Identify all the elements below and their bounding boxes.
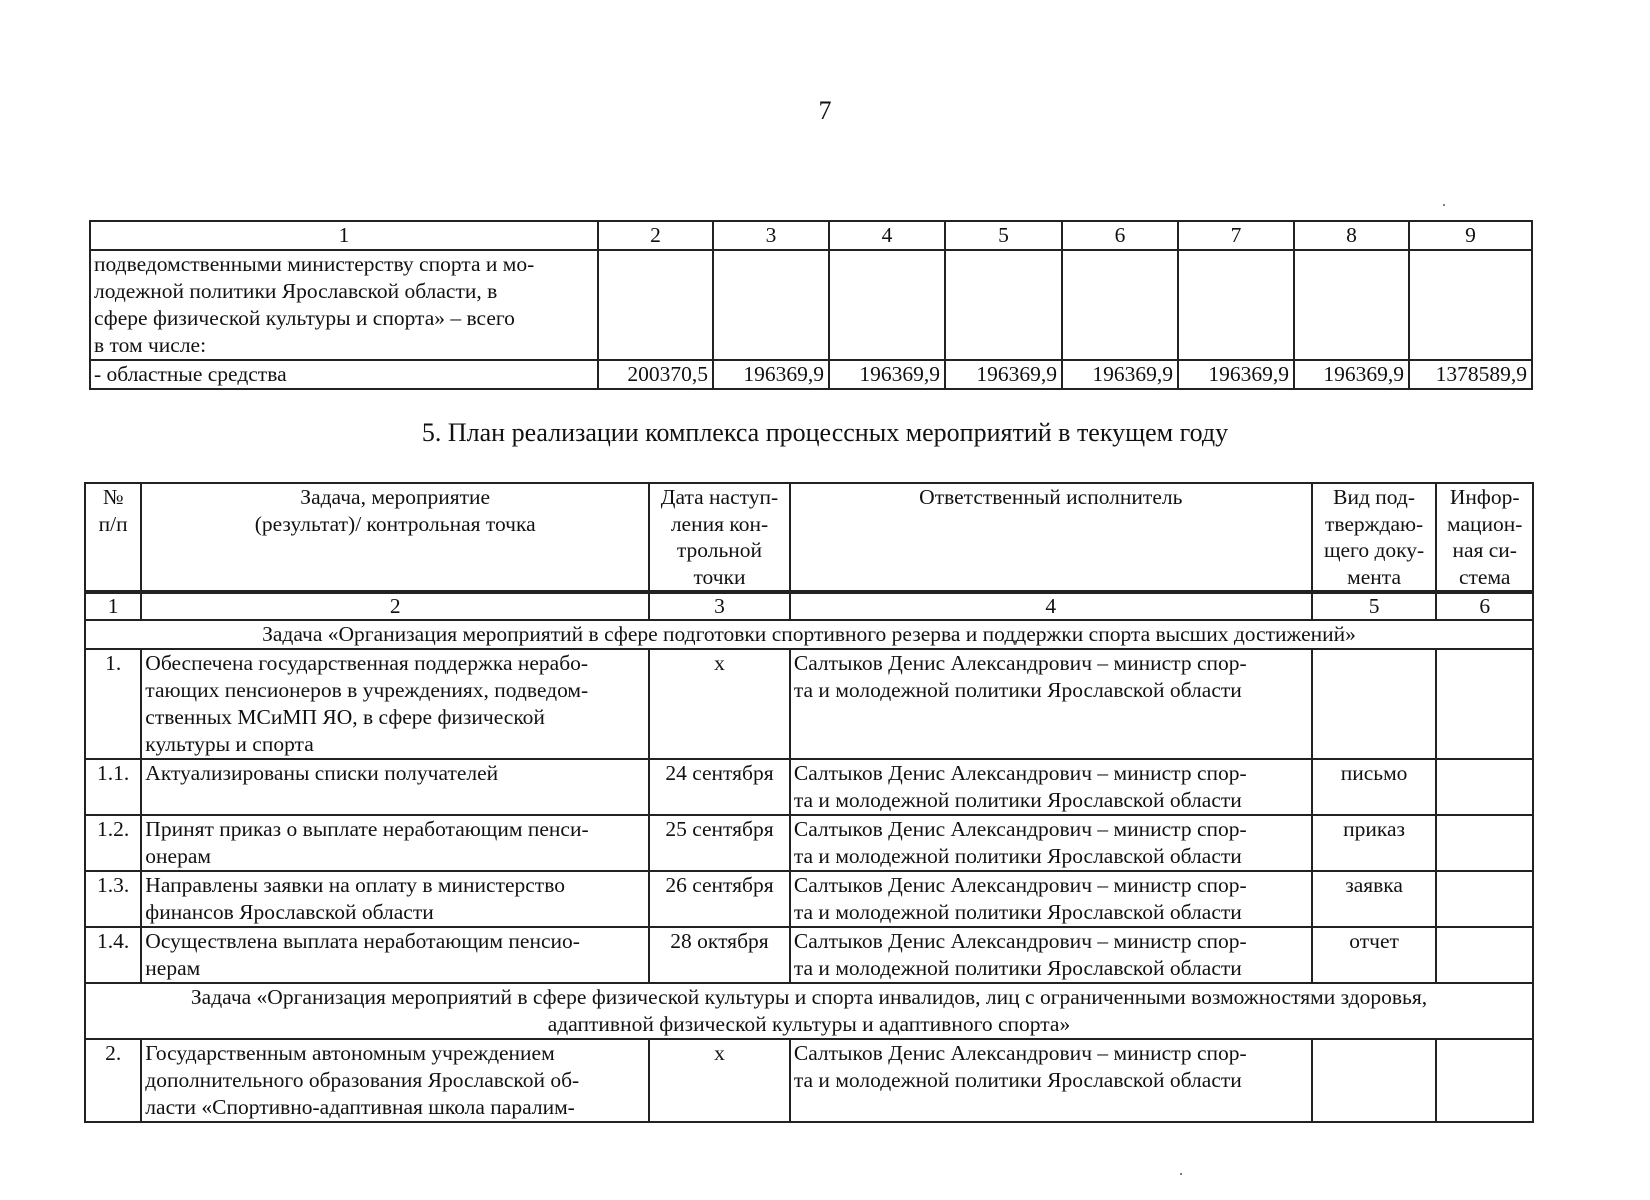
header-num xyxy=(85,483,141,592)
row-doc: отчет xyxy=(1312,927,1437,983)
empty-cell xyxy=(713,250,829,360)
row-task xyxy=(141,815,649,871)
text-line: Государственным автономным учреждением xyxy=(145,1041,555,1065)
row-date: х xyxy=(649,649,790,759)
budget-regional-label: - областные средства xyxy=(90,360,598,389)
budget-table xyxy=(89,220,1533,390)
empty-cell xyxy=(945,250,1062,360)
row-date: 26 сентября xyxy=(649,871,790,927)
text-line: Салтыков Денис Александрович – министр спор- xyxy=(793,929,1247,953)
row-info xyxy=(1436,871,1533,927)
empty-cell xyxy=(598,250,713,360)
column-number: 3 xyxy=(649,592,790,620)
budget-header-cell: 6 xyxy=(1062,221,1178,250)
text-line: подведомственными министерству спорта и мо- xyxy=(94,252,535,276)
budget-header-cell: 8 xyxy=(1294,221,1409,250)
text-line: та и молодежной политики Ярославской области xyxy=(793,678,1242,702)
budget-value: 196369,9 xyxy=(945,360,1062,389)
row-info xyxy=(1436,759,1533,815)
text-line: Направлены заявки на оплату в министерство xyxy=(145,873,565,897)
text-line: ления кон- xyxy=(670,511,769,536)
text-line: Салтыков Денис Александрович – министр спор- xyxy=(793,651,1247,675)
row-doc: приказ xyxy=(1312,815,1437,871)
header-executor: Ответственный исполнитель xyxy=(790,483,1312,592)
column-number-row xyxy=(85,592,1533,620)
text-line: № xyxy=(102,485,124,509)
text-line: трольной xyxy=(676,538,763,562)
budget-title-cell xyxy=(90,250,598,360)
budget-header-cell: 4 xyxy=(829,221,945,250)
budget-header-cell: 3 xyxy=(713,221,829,250)
text-line: Салтыков Денис Александрович – министр спор- xyxy=(793,873,1247,897)
text-line: та и молодежной политики Ярославской области xyxy=(793,1068,1242,1092)
row-task xyxy=(141,927,649,983)
row-date: 25 сентября xyxy=(649,815,790,871)
text-line: мента xyxy=(1347,564,1401,589)
page-number: 7 xyxy=(818,96,832,125)
text-line: мацион- xyxy=(1446,511,1523,536)
text-line: Осуществлена выплата неработающим пенсио- xyxy=(145,929,580,953)
text-line: нерам xyxy=(145,956,201,980)
row-date: 28 октября xyxy=(649,927,790,983)
text-line: п/п xyxy=(98,511,128,536)
row-executor xyxy=(790,1039,1312,1122)
text-line: Дата наступ- xyxy=(660,485,779,509)
row-info xyxy=(1436,1039,1533,1122)
text-line: финансов Ярославской области xyxy=(145,900,434,924)
row-doc: заявка xyxy=(1312,871,1437,927)
row-doc: письмо xyxy=(1312,759,1437,815)
row-number: 1.2. xyxy=(85,815,141,871)
row-task xyxy=(141,1039,649,1122)
row-task xyxy=(141,649,649,759)
row-executor xyxy=(790,649,1312,759)
text-line: ласти «Спортивно-адаптивная школа паралим- xyxy=(145,1095,575,1119)
row-info xyxy=(1436,927,1533,983)
budget-header-cell: 9 xyxy=(1409,221,1532,250)
budget-title-row xyxy=(90,250,1532,360)
text-line: та и молодежной политики Ярославской области xyxy=(793,956,1242,980)
row-date: х xyxy=(649,1039,790,1122)
budget-value: 196369,9 xyxy=(1178,360,1294,389)
row-number: 2. xyxy=(85,1039,141,1122)
row-executor xyxy=(790,871,1312,927)
row-number: 1. xyxy=(85,649,141,759)
column-number: 2 xyxy=(141,592,649,620)
task-row xyxy=(85,620,1533,649)
text-line: Обеспечена государственная поддержка нерабо- xyxy=(145,651,589,675)
row-info xyxy=(1436,649,1533,759)
budget-header-row xyxy=(90,221,1532,250)
text-line: Салтыков Денис Александрович – министр спор- xyxy=(793,761,1247,785)
column-number: 6 xyxy=(1436,592,1533,620)
row-number: 1.1. xyxy=(85,759,141,815)
text-line: тающих пенсионеров в учреждениях, подведом- xyxy=(145,678,589,702)
text-line: в том числе: xyxy=(94,333,207,357)
text-line: ная си- xyxy=(1452,538,1517,562)
section-title: 5. План реализации комплекса процессных мероприятий в текущем году xyxy=(421,418,1229,447)
row-task xyxy=(141,871,649,927)
row-date: 24 сентября xyxy=(649,759,790,815)
text-line: дополнительного образования Ярославской об- xyxy=(145,1068,580,1092)
text-line: та и молодежной политики Ярославской области xyxy=(793,788,1242,812)
empty-cell xyxy=(1062,250,1178,360)
task-row xyxy=(85,983,1533,1039)
empty-cell xyxy=(829,250,945,360)
text-line: точки xyxy=(693,564,746,589)
text-line: та и молодежной политики Ярославской области xyxy=(793,844,1242,868)
column-number: 1 xyxy=(85,592,141,620)
budget-value: 196369,9 xyxy=(1062,360,1178,389)
text-line: культуры и спорта xyxy=(145,732,314,756)
text-line: (результат)/ контрольная точка xyxy=(254,511,536,536)
text-line: стема xyxy=(1458,564,1511,589)
text-line: адаптивной физической культуры и адаптивного спорта» xyxy=(547,1012,1071,1036)
text-line: онерам xyxy=(145,844,211,868)
budget-value: 196369,9 xyxy=(1294,360,1409,389)
column-number: 5 xyxy=(1312,592,1437,620)
budget-header-cell: 2 xyxy=(598,221,713,250)
text-line: тверждаю- xyxy=(1324,511,1424,536)
budget-total-value: 1378589,9 xyxy=(1409,360,1532,389)
empty-cell xyxy=(1409,250,1532,360)
table-row xyxy=(85,1039,1533,1122)
column-number: 4 xyxy=(790,592,1312,620)
budget-value: 200370,5 xyxy=(598,360,713,389)
budget-header-cell: 1 xyxy=(90,221,598,250)
row-number: 1.4. xyxy=(85,927,141,983)
budget-value: 196369,9 xyxy=(713,360,829,389)
row-doc xyxy=(1312,649,1437,759)
row-task xyxy=(141,759,649,815)
header-date xyxy=(649,483,790,592)
table-row xyxy=(85,759,1533,815)
row-executor xyxy=(790,759,1312,815)
table-row xyxy=(85,815,1533,871)
row-number: 1.3. xyxy=(85,871,141,927)
row-doc xyxy=(1312,1039,1437,1122)
budget-regional-row xyxy=(90,360,1532,389)
header-task xyxy=(141,483,649,592)
empty-cell xyxy=(1294,250,1409,360)
text-line: сфере физической культуры и спорта» – всего xyxy=(94,306,515,330)
table-row xyxy=(85,649,1533,759)
text-line: Салтыков Денис Александрович – министр спор- xyxy=(793,817,1247,841)
table-row xyxy=(85,871,1533,927)
budget-header-cell: 5 xyxy=(945,221,1062,250)
empty-cell xyxy=(1178,250,1294,360)
text-line: Принят приказ о выплате неработающим пенси- xyxy=(145,817,589,841)
budget-value: 196369,9 xyxy=(829,360,945,389)
text-line: ственных МСиМП ЯО, в сфере физической xyxy=(145,705,545,729)
row-info xyxy=(1436,815,1533,871)
scan-speck xyxy=(1443,204,1445,206)
task-heading: Задача «Организация мероприятий в сфере подготовки спортивного резерва и поддержки спорта высших достижений» xyxy=(85,620,1533,649)
plan-table xyxy=(84,482,1534,1123)
text-line: Задача «Организация мероприятий в сфере физической культуры и спорта инвалидов, лиц с ограниченными возможностями здоровья, xyxy=(190,985,1428,1009)
text-line: Салтыков Денис Александрович – министр спор- xyxy=(793,1041,1247,1065)
text-line: лодежной политики Ярославской области, в xyxy=(94,279,498,303)
header-info xyxy=(1436,483,1533,592)
text-line: Задача, мероприятие xyxy=(300,485,491,509)
table-row xyxy=(85,927,1533,983)
header-doc xyxy=(1312,483,1437,592)
plan-header-row xyxy=(85,483,1533,592)
text-line: Актуализированы списки получателей xyxy=(145,761,499,785)
task-heading xyxy=(85,983,1533,1039)
text-line: Вид под- xyxy=(1333,485,1416,509)
text-line: та и молодежной политики Ярославской области xyxy=(793,900,1242,924)
scan-speck xyxy=(1180,1173,1182,1175)
text-line: щего доку- xyxy=(1323,538,1425,562)
row-executor xyxy=(790,927,1312,983)
row-executor xyxy=(790,815,1312,871)
budget-header-cell: 7 xyxy=(1178,221,1294,250)
text-line: Инфор- xyxy=(1449,485,1520,509)
